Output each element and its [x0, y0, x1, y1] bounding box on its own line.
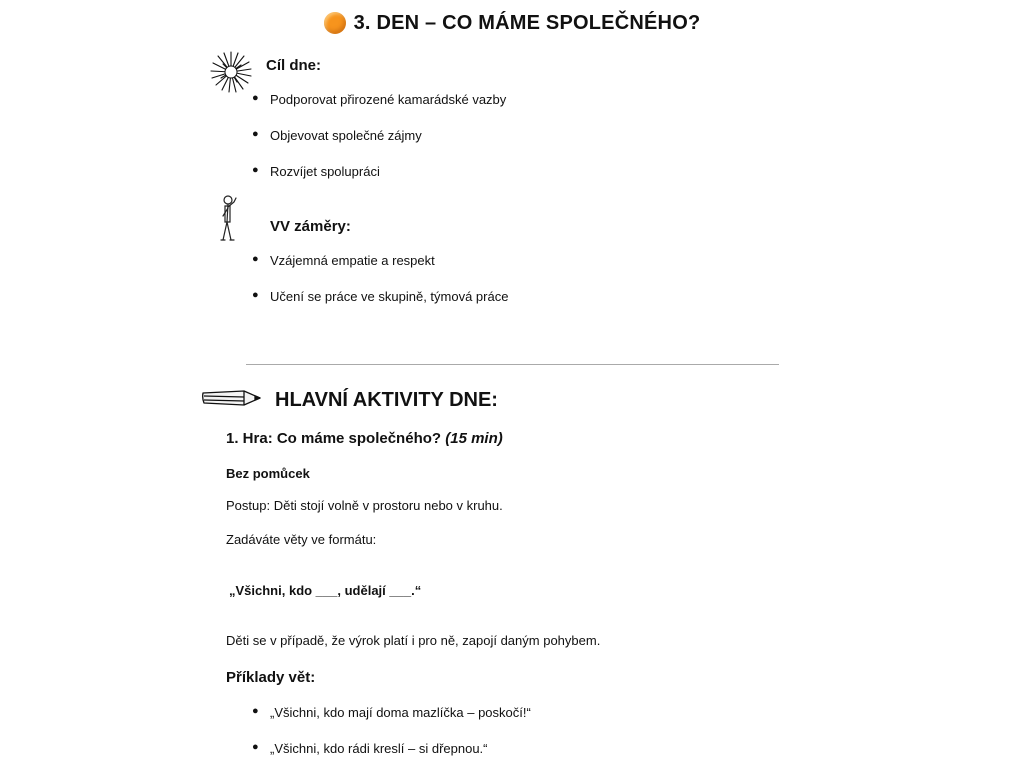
bullet-icon: ●: [252, 128, 259, 140]
starburst-icon: [210, 51, 252, 93]
list-item: ● „Všichni, kdo rádi kreslí – si dřepnou.“: [252, 741, 488, 756]
list-item: ● Učení se práce ve skupině, týmová práce: [252, 289, 509, 304]
game-explanation: Děti se v případě, že výrok platí i pro ně, zapojí daným pohybem.: [226, 633, 601, 648]
vv-heading: VV záměry:: [270, 218, 351, 235]
person-figure-icon: [216, 194, 242, 244]
list-item: ● Podporovat přirozené kamarádské vazby: [252, 92, 507, 107]
bullet-icon: ●: [252, 92, 259, 104]
game-format-intro: Zadáváte věty ve formátu:: [226, 532, 377, 547]
list-item: ● Objevovat společné zájmy: [252, 128, 422, 143]
bullet-icon: ●: [252, 741, 259, 753]
list-item: ● „Všichni, kdo mají doma mazlíčka – poskočí!“: [252, 705, 531, 720]
game-materials: Bez pomůcek: [226, 466, 310, 481]
page-title: 3. DEN – CO MÁME SPOLEČNÉHO?: [353, 11, 701, 34]
list-item: ● Rozvíjet spolupráci: [252, 164, 380, 179]
game-procedure: Postup: Děti stojí volně v prostoru nebo v kruhu.: [226, 498, 503, 513]
section-divider: [246, 364, 779, 365]
bullet-icon: ●: [252, 253, 259, 265]
list-item: ● Vzájemná empatie a respekt: [252, 253, 435, 268]
goal-heading: Cíl dne:: [266, 57, 321, 74]
pencil-icon: [200, 386, 262, 410]
examples-heading: Příklady vět:: [226, 669, 316, 686]
activities-heading: HLAVNÍ AKTIVITY DNE:: [275, 389, 498, 411]
game-title: 1. Hra: Co máme společného? (15 min): [226, 430, 503, 447]
bullet-icon: ●: [252, 705, 259, 717]
title-row: [0, 8, 1024, 38]
game-duration: (15 min): [445, 430, 503, 447]
orange-dot-icon: [324, 12, 346, 34]
bullet-icon: ●: [252, 289, 259, 301]
game-template: „Všichni, kdo ___, udělají ___.“: [229, 583, 422, 598]
bullet-icon: ●: [252, 164, 259, 176]
